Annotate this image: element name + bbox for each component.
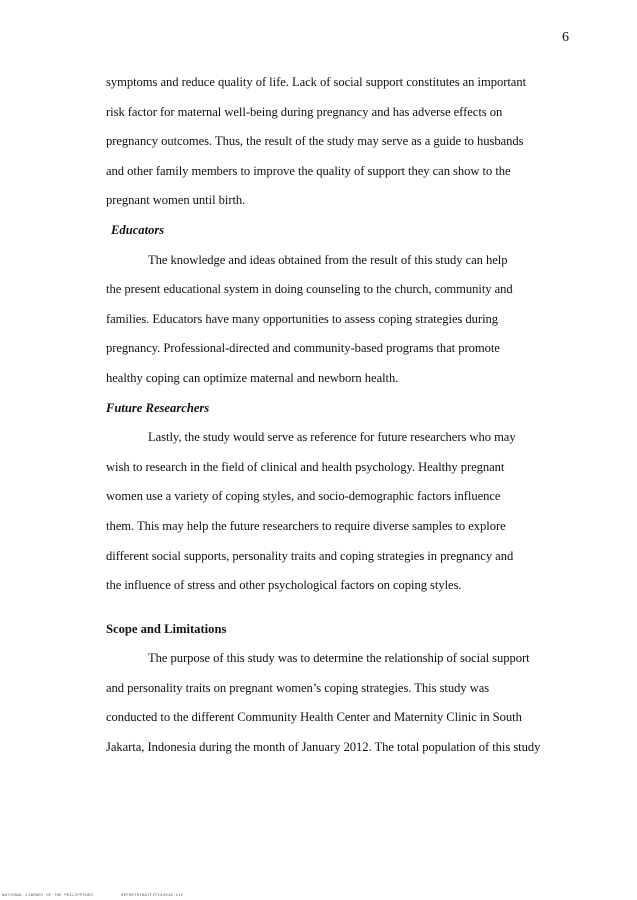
- scan-footer: [2, 894, 211, 898]
- body-line: risk factor for maternal well-being during pregnancy and has adverse effects on: [106, 104, 503, 119]
- educators-line: the present educational system in doing counseling to the church, community and: [106, 282, 513, 297]
- scope-line: and personality traits on pregnant women’s coping strategies. This study was: [106, 680, 490, 695]
- future-researchers-line: Lastly, the study would serve as reference for future researchers who may: [148, 430, 516, 445]
- page-number: 6: [562, 30, 569, 45]
- educators-line: pregnancy. Professional-directed and community-based programs that promote: [106, 341, 500, 356]
- body-line: pregnant women until birth.: [106, 193, 246, 208]
- footer-library: NATIONAL LIBRARY OF THE PHILIPPINES: [2, 894, 94, 898]
- footer-filename: REPORTSTRATTIFI44010.tif: [121, 894, 184, 898]
- scope-line: The purpose of this study was to determine the relationship of social support: [148, 651, 530, 666]
- educators-heading: Educators: [111, 222, 165, 237]
- future-researchers-line: women use a variety of coping styles, and socio-demographic factors influence: [106, 489, 501, 504]
- body-line: and other family members to improve the quality of support they can show to the: [106, 163, 511, 178]
- scope-line: conducted to the different Community Health Center and Maternity Clinic in South: [106, 710, 522, 725]
- future-researchers-line: wish to research in the field of clinical and health psychology. Healthy pregnant: [106, 459, 505, 474]
- future-researchers-heading: Future Researchers: [106, 400, 210, 415]
- scope-line: Jakarta, Indonesia during the month of January 2012. The total population of this study: [106, 740, 541, 755]
- future-researchers-line: the influence of stress and other psychological factors on coping styles.: [106, 578, 462, 593]
- scope-heading: Scope and Limitations: [106, 621, 227, 636]
- educators-line: healthy coping can optimize maternal and newborn health.: [106, 370, 399, 385]
- educators-line: The knowledge and ideas obtained from the result of this study can help: [148, 252, 508, 267]
- educators-line: families. Educators have many opportunities to assess coping strategies during: [106, 311, 499, 326]
- page-body: [106, 68, 576, 763]
- future-researchers-line: them. This may help the future researchers to require diverse samples to explore: [106, 518, 506, 533]
- future-researchers-line: different social supports, personality traits and coping strategies in pregnancy and: [106, 548, 514, 563]
- body-line: symptoms and reduce quality of life. Lack of social support constitutes an important: [106, 75, 527, 89]
- body-line: pregnancy outcomes. Thus, the result of the study may serve as a guide to husbands: [106, 134, 524, 149]
